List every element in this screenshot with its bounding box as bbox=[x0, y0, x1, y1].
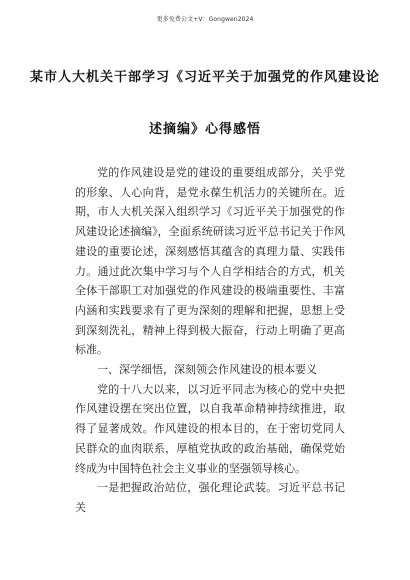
body-paragraph-3: 一是把握政治站位，强化理论武装。习近平总书记关 bbox=[75, 481, 345, 514]
body-paragraph-intro: 党的作风建设是党的建设的重要组成部分，关乎党的形象、人心向背，是党永葆生机活力的关键所在。近期，市人大机关深入组织学习《习近平关于加强党的作风建设论述摘编》，全面系统研读习近平总书记关于作风建设的重要论述，深刻感悟其蕴含的真理力量、实践伟力。通过此次集中学习与个人自学相结合的方式，机关全体干部职工对加强党的作风建设的极端重要性、丰富内涵和实践要求有了更为深刻的理解和把握，思想上受到深刻洗礼，精神上得到极大振奋，行动上明确了更高标准。 bbox=[75, 166, 345, 357]
document-title-line-1: 某市人大机关干部学习《习近平关于加强党的作风建设论 bbox=[29, 70, 380, 85]
document-title-line-2: 述摘编》心得感悟 bbox=[148, 122, 261, 137]
document-body bbox=[75, 163, 345, 518]
header-note: 更多免费公文+V：Gongwen2024 bbox=[156, 16, 254, 23]
section-heading-1: 一、深学细悟，深刻领会作风建设的根本要义 bbox=[97, 363, 317, 377]
body-paragraph-2: 党的十八大以来，以习近平同志为核心的党中央把作风建设摆在突出位置，以自我革命精神持续推进，取得了显著成效。作风建设的根本目的，在于密切党同人民群众的血肉联系，厚植党执政的政治基础，确保党始终成为中国特色社会主义事业的坚强领导核心。 bbox=[75, 382, 345, 475]
